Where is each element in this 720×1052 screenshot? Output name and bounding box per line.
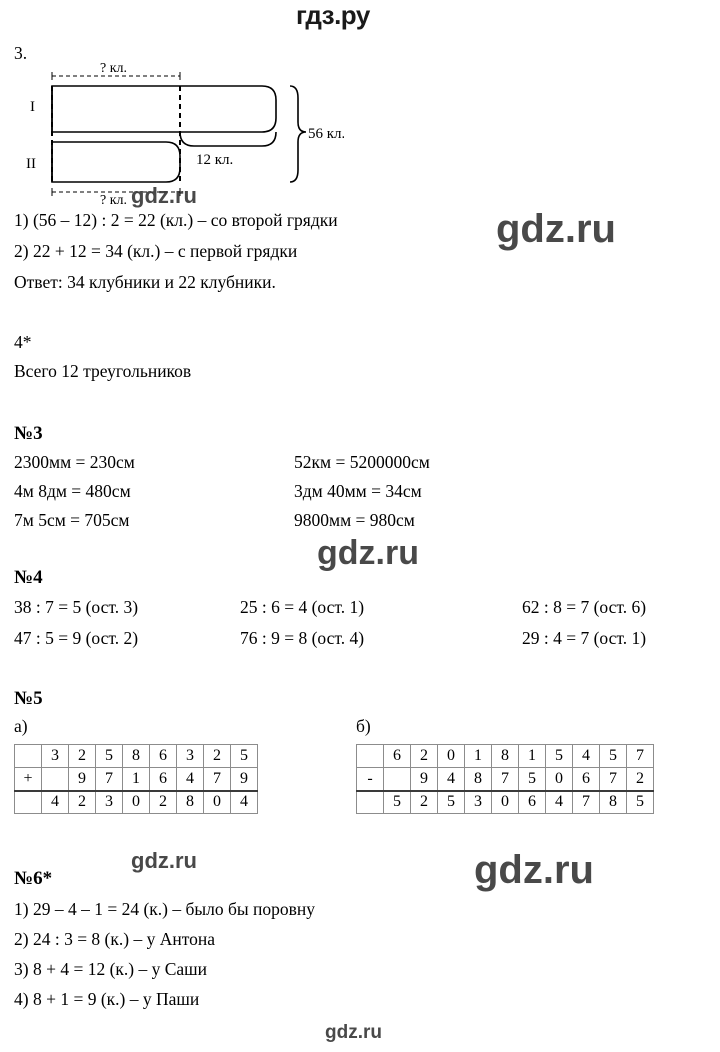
- addition-res-c4: 0: [123, 791, 150, 814]
- task-n3-left-3: 7м 5см = 705см: [14, 510, 130, 530]
- task-3-line-2: 2) 22 + 12 = 34 (кл.) – с первой грядки: [14, 241, 298, 261]
- subtraction-r1-c4: 1: [465, 745, 492, 768]
- addition-r1-c4: 8: [123, 745, 150, 768]
- task-n3-left-1: 2300мм = 230см: [14, 452, 135, 472]
- task-3-line-3: Ответ: 34 клубники и 22 клубники.: [14, 272, 276, 292]
- addition-r2-c2: 9: [69, 768, 96, 791]
- task-3-number: 3.: [14, 43, 28, 63]
- site-logo: гдз.ру: [296, 0, 370, 30]
- svg-text:? кл.: ? кл.: [100, 61, 128, 76]
- addition-r1-c2: 2: [69, 745, 96, 768]
- task-n3-title: №3: [14, 423, 43, 444]
- subtraction-res-c8: 7: [573, 791, 600, 814]
- task-3-line-1: 1) (56 – 12) : 2 = 22 (кл.) – со второй грядки: [14, 210, 338, 230]
- task-4star-number: 4*: [14, 332, 32, 352]
- subtraction-r1-c5: 8: [492, 745, 519, 768]
- task-n4-col3-2: 29 : 4 = 7 (ост. 1): [522, 628, 647, 648]
- subtraction-r1-c1: 6: [384, 745, 411, 768]
- subtraction-result-blank: [357, 791, 384, 814]
- svg-text:12 кл.: 12 кл.: [196, 152, 234, 168]
- task-n3-right-1: 52км = 5200000см: [294, 452, 430, 472]
- addition-r1-c1: 3: [42, 745, 69, 768]
- addition-r1-c7: 2: [204, 745, 231, 768]
- watermark-6: gdz.ru: [325, 1022, 382, 1043]
- subtraction-row-2: [357, 768, 654, 791]
- addition-result-row: [15, 791, 258, 814]
- subtraction-r2-c1: [384, 768, 411, 791]
- task-n6-line-1: 1) 29 – 4 – 1 = 24 (к.) – было бы поровну: [14, 899, 316, 919]
- svg-text:I: I: [30, 99, 35, 115]
- addition-r1-c8: 5: [231, 745, 258, 768]
- subtraction-r2-c6: 5: [519, 768, 546, 791]
- task-n4-col1-2: 47 : 5 = 9 (ост. 2): [14, 628, 139, 648]
- addition-res-c7: 0: [204, 791, 231, 814]
- task-n3-right-2: 3дм 40мм = 34см: [294, 481, 422, 501]
- addition-column-grid: [14, 744, 258, 814]
- addition-r2-c4: 1: [123, 768, 150, 791]
- watermark-1: gdz.ru: [131, 183, 197, 208]
- task-n4-col3-1: 62 : 8 = 7 (ост. 6): [522, 597, 647, 617]
- subtraction-column-grid: [356, 744, 654, 814]
- addition-r2-c1: [42, 768, 69, 791]
- subtraction-r1-c6: 1: [519, 745, 546, 768]
- subtraction-res-c4: 3: [465, 791, 492, 814]
- subtraction-r2-c10: 2: [627, 768, 654, 791]
- task-n3-left-2: 4м 8дм = 480см: [14, 481, 131, 501]
- addition-res-c1: 4: [42, 791, 69, 814]
- addition-res-c5: 2: [150, 791, 177, 814]
- subtraction-row-1: [357, 745, 654, 768]
- task-n5-label-a: а): [14, 716, 28, 736]
- addition-res-c8: 4: [231, 791, 258, 814]
- addition-res-c6: 8: [177, 791, 204, 814]
- task-n4-col2-1: 25 : 6 = 4 (ост. 1): [240, 597, 365, 617]
- subtraction-r2-c3: 4: [438, 768, 465, 791]
- subtraction-res-c9: 8: [600, 791, 627, 814]
- watermark-2: gdz.ru: [496, 207, 616, 251]
- subtraction-r1-c3: 0: [438, 745, 465, 768]
- task-n3-right-3: 9800мм = 980см: [294, 510, 415, 530]
- subtraction-r2-c7: 0: [546, 768, 573, 791]
- subtraction-res-c1: 5: [384, 791, 411, 814]
- svg-text:? кл.: ? кл.: [100, 193, 128, 205]
- watermark-4: gdz.ru: [131, 848, 197, 873]
- addition-row-2: [15, 768, 258, 791]
- addition-r2-c8: 9: [231, 768, 258, 791]
- addition-res-c3: 3: [96, 791, 123, 814]
- addition-r2-c6: 4: [177, 768, 204, 791]
- subtraction-r1-c2: 2: [411, 745, 438, 768]
- subtraction-res-c10: 5: [627, 791, 654, 814]
- subtraction-r1-c9: 5: [600, 745, 627, 768]
- subtraction-res-c7: 4: [546, 791, 573, 814]
- addition-r1-c3: 5: [96, 745, 123, 768]
- task-n4-col2-2: 76 : 9 = 8 (ост. 4): [240, 628, 365, 648]
- subtraction-r2-c4: 8: [465, 768, 492, 791]
- subtraction-r2-c8: 6: [573, 768, 600, 791]
- subtraction-result-row: [357, 791, 654, 814]
- addition-plus-sign: +: [15, 768, 42, 791]
- addition-result-blank: [15, 791, 42, 814]
- subtraction-r2-c2: 9: [411, 768, 438, 791]
- task-n4-col1-1: 38 : 7 = 5 (ост. 3): [14, 597, 139, 617]
- subtraction-res-c3: 5: [438, 791, 465, 814]
- subtraction-res-c5: 0: [492, 791, 519, 814]
- addition-row-1: [15, 745, 258, 768]
- addition-r2-c5: 6: [150, 768, 177, 791]
- addition-r2-c7: 7: [204, 768, 231, 791]
- subtraction-r1-c10: 7: [627, 745, 654, 768]
- task-n6-line-4: 4) 8 + 1 = 9 (к.) – у Паши: [14, 989, 200, 1009]
- task-n5-label-b: б): [356, 716, 371, 736]
- watermark-3: gdz.ru: [317, 534, 419, 572]
- subtraction-sign-blank: [357, 745, 384, 768]
- subtraction-res-c2: 2: [411, 791, 438, 814]
- subtraction-r2-c9: 7: [600, 768, 627, 791]
- subtraction-r1-c8: 4: [573, 745, 600, 768]
- task-n6-line-3: 3) 8 + 4 = 12 (к.) – у Саши: [14, 959, 208, 979]
- addition-sign-blank: [15, 745, 42, 768]
- task-n6-title: №6*: [14, 868, 53, 889]
- watermark-5: gdz.ru: [474, 848, 594, 892]
- strawberry-diagram: [14, 60, 344, 210]
- addition-r2-c3: 7: [96, 768, 123, 791]
- subtraction-r2-c5: 7: [492, 768, 519, 791]
- addition-r1-c5: 6: [150, 745, 177, 768]
- svg-text:II: II: [26, 156, 36, 172]
- subtraction-r1-c7: 5: [546, 745, 573, 768]
- task-n6-line-2: 2) 24 : 3 = 8 (к.) – у Антона: [14, 929, 216, 949]
- task-n5-title: №5: [14, 688, 43, 709]
- subtraction-minus-sign: -: [357, 768, 384, 791]
- task-n4-title: №4: [14, 567, 43, 588]
- task-4star-text: Всего 12 треугольников: [14, 361, 192, 381]
- addition-r1-c6: 3: [177, 745, 204, 768]
- addition-res-c2: 2: [69, 791, 96, 814]
- svg-text:56 кл.: 56 кл.: [308, 126, 344, 142]
- subtraction-res-c6: 6: [519, 791, 546, 814]
